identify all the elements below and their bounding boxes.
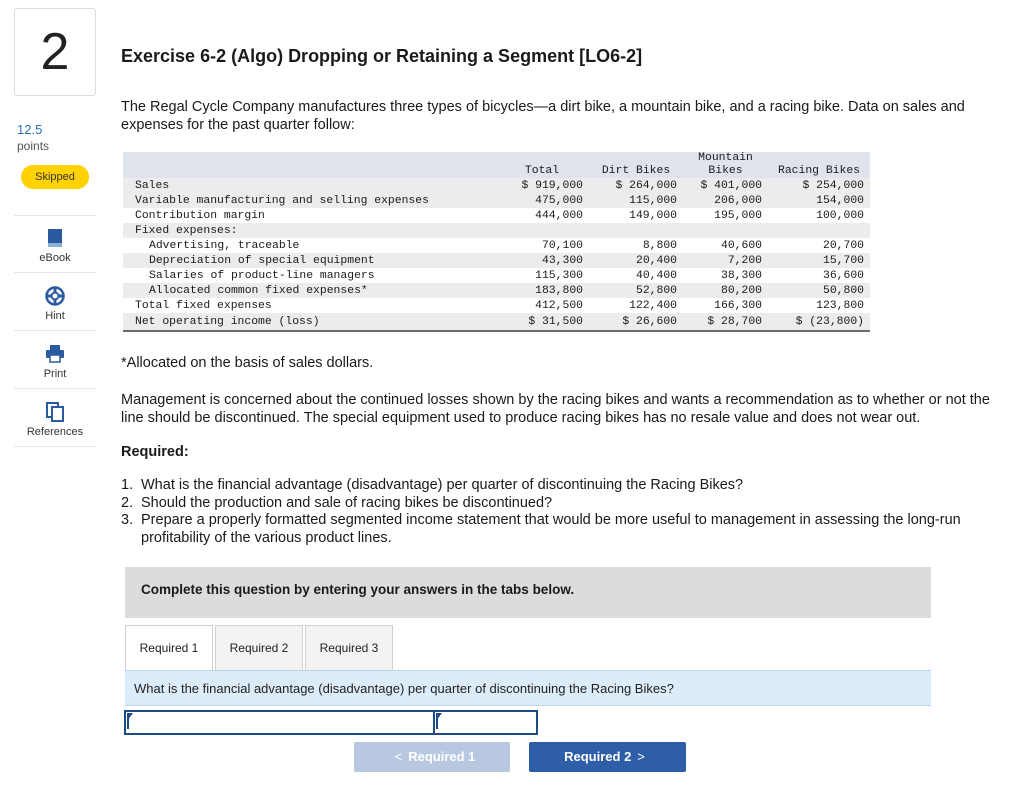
table-header-row (123, 152, 870, 178)
col-header-total: Total (495, 152, 589, 178)
divider (14, 272, 96, 273)
footnote: *Allocated on the basis of sales dollars. (121, 355, 374, 371)
table-row: Total fixed expenses 412,500 122,400 166,300 123,800 (135, 299, 864, 312)
points-label: points (17, 139, 50, 153)
requirement-item: 2. Should the production and sale of racing bikes be discontinued? (121, 494, 553, 511)
segment-income-table (123, 152, 870, 332)
flag-icon (436, 713, 442, 721)
management-paragraph: Management is concerned about the continued losses shown by the racing bikes and wants a recommendation as to whether or not the line should be discontinued. The special equipment used to produce racing bikes has no resale value and does not wear out. (121, 392, 990, 426)
question-sidebar (0, 0, 110, 786)
book-icon (46, 228, 64, 248)
table-row: Variable manufacturing and selling expenses 475,000 115,000 206,000 154,000 (123, 193, 870, 208)
tab-question (125, 670, 931, 706)
table-row: Sales $ 919,000 $ 264,000 $ 401,000 $ 254,000 (123, 178, 870, 193)
ebook-tool[interactable] (14, 228, 96, 264)
requirement-item: 1. What is the financial advantage (disadvantage) per quarter of discontinuing the Racing Bikes? (121, 477, 744, 493)
instruction-banner (125, 567, 931, 618)
answer-row (124, 710, 538, 735)
divider (14, 215, 96, 216)
chevron-left-icon: < (394, 749, 403, 764)
documents-icon (46, 402, 64, 422)
table-row: Depreciation of special equipment 43,300 20,400 7,200 15,700 (123, 253, 870, 268)
tab-required-2[interactable]: Required 2 (215, 625, 303, 670)
chevron-right-icon: > (637, 749, 645, 764)
exercise-title: Exercise 6-2 (Algo) Dropping or Retaining a Segment [LO6-2] (121, 46, 643, 66)
table-row: Salaries of product-line managers 115,300 40,400 38,300 36,600 (149, 269, 864, 282)
flag-icon (127, 713, 133, 721)
hint-tool[interactable] (14, 286, 96, 322)
divider (14, 388, 96, 389)
answer-amount-cell[interactable] (435, 712, 536, 733)
table-row: Allocated common fixed expenses* 183,800 52,800 80,200 50,800 (123, 283, 870, 298)
required-heading: Required: (121, 444, 189, 460)
required-tabs (125, 625, 395, 670)
ebook-label: eBook (39, 252, 71, 264)
print-label: Print (43, 368, 67, 380)
requirement-item: 3. Prepare a properly formatted segmented income statement that would be more useful to management in assessing the long-run profitability of the various product lines. (121, 512, 961, 546)
printer-icon (45, 344, 65, 364)
tab-required-1[interactable]: Required 1 (125, 625, 213, 670)
references-tool[interactable] (14, 402, 96, 438)
requirements-list (121, 477, 996, 547)
hint-label: Hint (45, 310, 65, 322)
answer-label-cell[interactable] (126, 712, 435, 733)
exercise-intro: The Regal Cycle Company manufactures three types of bicycles—a dirt bike, a mountain bike, and a racing bike. Data on sales and expenses for the past quarter follow: (121, 99, 965, 133)
points-value: 12.5 (17, 122, 43, 137)
next-required-button[interactable]: Required 2 > (529, 742, 686, 772)
prev-required-button[interactable]: < Required 1 (354, 742, 510, 772)
tab-question-text: What is the financial advantage (disadvantage) per quarter of discontinuing the Racing Bikes? (134, 681, 674, 696)
references-label: References (26, 426, 84, 438)
col-header-racing: Racing Bikes (768, 152, 870, 178)
col-header-dirt: Dirt Bikes (589, 152, 683, 178)
divider (14, 446, 96, 447)
status-badge: Skipped (21, 165, 89, 189)
table-row: Net operating income (loss) $ 31,500 $ 26,600 $ 28,700 $ (23,800) (123, 313, 870, 331)
col-header-mountain: Mountain Bikes (683, 152, 768, 178)
lifebuoy-icon (45, 286, 65, 306)
print-tool[interactable] (14, 344, 96, 380)
banner-text: Complete this question by entering your answers in the tabs below. (141, 582, 575, 597)
tab-required-3[interactable]: Required 3 (305, 625, 393, 670)
table-row: Fixed expenses: (123, 223, 870, 238)
table-row: Advertising, traceable 70,100 8,800 40,600 20,700 (149, 239, 864, 252)
table-row: Contribution margin 444,000 149,000 195,000 100,000 (135, 209, 864, 222)
question-number: 2 (14, 8, 96, 96)
divider (14, 330, 96, 331)
